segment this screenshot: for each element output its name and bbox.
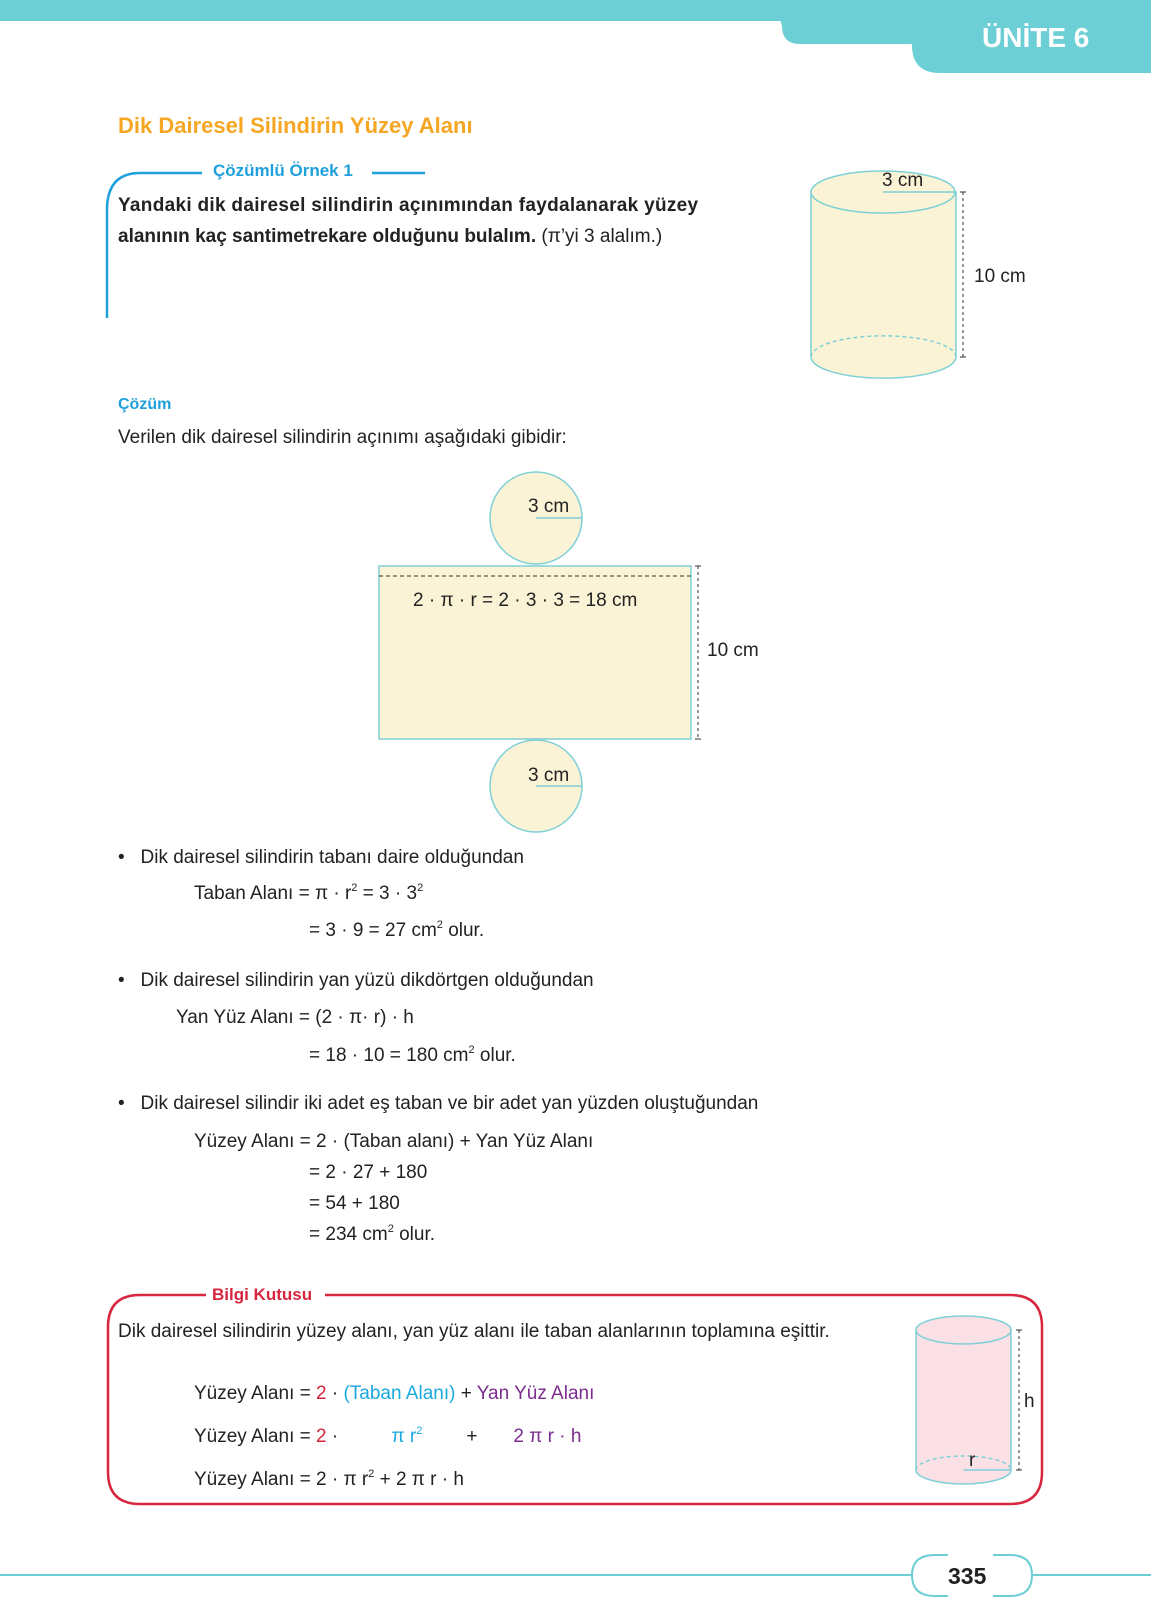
header-band xyxy=(0,0,1151,73)
bullet-symbol: • xyxy=(118,847,125,868)
surface-area-line4: = 234 $cm^2$ olur. xyxy=(309,1223,436,1245)
cylinder-height-label: 10 cm xyxy=(974,266,1026,287)
net-width-formula: 2 · π · r = 2 · 3 · 3 = 18 cm xyxy=(413,590,638,611)
surface-area-line1: Yüzey Alanı = 2 · (Taban alanı) + Yan Yüz Alanı xyxy=(194,1131,594,1152)
lateral-area-line1: Yan Yüz Alanı = (2 · π· r) · h xyxy=(176,1007,414,1028)
section-title: Dik Dairesel Silindirin Yüzey Alanı xyxy=(118,113,473,138)
bullet-text: Dik dairesel silindirin yan yüzü dikdörtgen olduğundan xyxy=(140,970,594,991)
page-number: 335 xyxy=(948,1563,987,1589)
net-top-circle-label: 3 cm xyxy=(528,496,570,517)
bullet-symbol: • xyxy=(118,1093,125,1114)
net-bottom-circle-label: 3 cm xyxy=(528,765,570,786)
info-formula-3: Yüzey Alanı = 2 · π $r^2 + 2$ π r · h xyxy=(194,1468,464,1490)
example-question-line1: Yandaki dik dairesel silindirin açınımından faydalanarak yüzey xyxy=(118,195,699,216)
bullet-symbol: • xyxy=(118,970,125,991)
base-area-line2: = 3 · 9 = 27 $cm^2$ olur. xyxy=(309,919,485,941)
surface-area-line3: = 54 + 180 xyxy=(309,1193,400,1214)
surface-area-line2: = 2 · 27 + 180 xyxy=(309,1162,428,1183)
info-cylinder-height-label: h xyxy=(1024,1391,1035,1412)
bullet-text: Dik dairesel silindir iki adet eş taban ve bir adet yan yüzden oluştuğundan xyxy=(140,1093,759,1114)
solution-intro: Verilen dik dairesel silindirin açınımı aşağıdaki gibidir: xyxy=(118,427,567,448)
bullet-2 xyxy=(118,970,594,992)
info-box-statement: Dik dairesel silindirin yüzey alanı, yan yüz alanı ile taban alanlarının toplamına eşittir. xyxy=(118,1321,830,1342)
bullet-3 xyxy=(118,1093,758,1115)
bullet-1 xyxy=(118,847,524,869)
base-area-line1: Taban Alanı = $\pi \cdot r^2 = 3 \cdot 3^2$ xyxy=(194,882,424,904)
info-cylinder-radius-label: r xyxy=(969,1450,976,1471)
example-label: Çözümlü Örnek 1 xyxy=(213,161,353,180)
unit-label: ÜNİTE 6 xyxy=(982,22,1090,53)
bullet-text: Dik dairesel silindirin tabanı daire olduğundan xyxy=(140,847,524,868)
info-formula-1: Yüzey Alanı = 2 · (Taban Alanı) + Yan Yüz Alanı xyxy=(194,1383,595,1404)
question-note: (π’yi 3 alalım.) xyxy=(541,226,663,247)
question-text: alanının kaç santimetrekare olduğunu bulalım. xyxy=(118,226,537,247)
solution-label: Çözüm xyxy=(118,396,172,413)
example-question-line2 xyxy=(118,226,662,248)
cylinder-radius-label: 3 cm xyxy=(882,170,924,191)
info-formula-2: Yüzey Alanı = 2 · π $r^2 + 2$ π r · h xyxy=(194,1425,582,1447)
net-height-label: 10 cm xyxy=(707,640,759,661)
cylinder-figure xyxy=(811,171,966,378)
info-box-title: Bilgi Kutusu xyxy=(212,1285,313,1304)
lateral-area-line2: = 18 · 10 = 180 $cm^2$ olur. xyxy=(309,1044,516,1066)
